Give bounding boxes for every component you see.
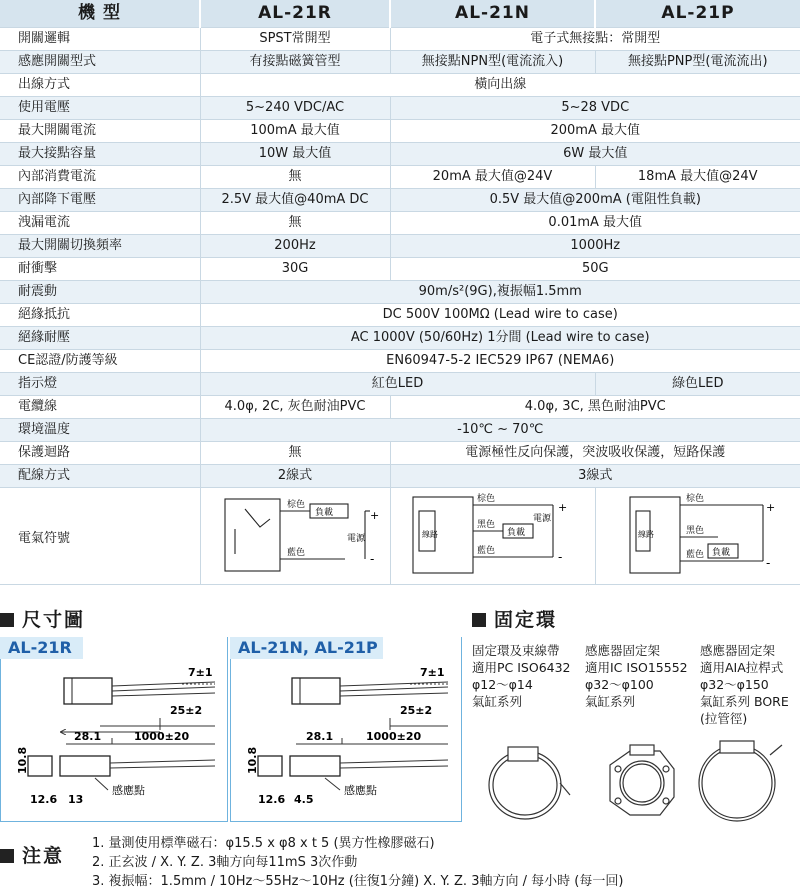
sensing-point-r: 感應點 xyxy=(112,784,145,797)
dim-7-r: 7±1 xyxy=(188,666,213,679)
load-label-r: 負載 xyxy=(315,508,334,518)
brown-wire-label-p: 棕色 xyxy=(685,494,704,504)
spec-label: 內部降下電壓 xyxy=(0,189,200,212)
sensing-point-np: 感應點 xyxy=(344,784,377,797)
spec-row xyxy=(0,327,800,350)
circuit-label-p: 線路 xyxy=(637,530,654,539)
spec-row xyxy=(0,166,800,189)
circuit-label-n: 線路 xyxy=(421,530,438,539)
sensor-body-r xyxy=(64,678,112,704)
spec-value-r: 有接點磁簧管型 xyxy=(200,51,390,74)
spec-body xyxy=(0,28,800,585)
sensor-box-r xyxy=(225,499,280,571)
power-label-n: 電源 xyxy=(532,514,551,524)
header-al-21n: AL-21N xyxy=(390,0,595,28)
dim-12-np: 12.6 xyxy=(258,793,286,806)
tab-al-21n-p: AL-21N, AL-21P xyxy=(230,637,383,659)
ring-title-text: 固定環 xyxy=(494,609,558,631)
spec-row xyxy=(0,143,800,166)
dim-25-np: 25±2 xyxy=(400,704,433,717)
ring-1-line-2: 適用PC ISO6432 xyxy=(472,660,571,675)
spec-row xyxy=(0,350,800,373)
plus-p: + xyxy=(765,501,775,514)
spec-row xyxy=(0,304,800,327)
spec-value-r: 無 xyxy=(200,166,390,189)
black-wire-label-p: 黑色 xyxy=(685,526,704,536)
ring-3-line-4: 氣缸系列 BORE xyxy=(700,694,789,709)
header-model: 機 型 xyxy=(0,0,200,28)
spec-label: 內部消費電流 xyxy=(0,166,200,189)
spec-value-all: 橫向出線 xyxy=(200,74,800,97)
notes-section-title xyxy=(0,841,64,868)
spec-row xyxy=(0,28,800,51)
spec-label: 耐震動 xyxy=(0,281,200,304)
note-item: 3. 複振幅：1.5mm / 10Hz～55Hz～10Hz (往復1分鐘) X. Y. Z. 3軸方向 / 每小時 (每一回) xyxy=(92,874,624,889)
dim-28-np: 28.1 xyxy=(306,730,334,743)
spec-row xyxy=(0,258,800,281)
spec-label: 指示燈 xyxy=(0,373,200,396)
black-wire-label-n: 黑色 xyxy=(476,520,495,530)
spec-label: 電纜線 xyxy=(0,396,200,419)
spec-value-n-p: 0.01mA 最大值 xyxy=(390,212,800,235)
spec-value-r: 2線式 xyxy=(200,465,390,488)
dim-13-r: 13 xyxy=(68,793,84,806)
notes-title-text: 注意 xyxy=(22,845,65,867)
spec-row xyxy=(0,189,800,212)
spec-value-r: 2.5V 最大值@40mA DC xyxy=(200,189,390,212)
drawing-al-21np xyxy=(246,666,448,806)
spec-value-n-p: 0.5V 最大值@200mA (電阻性負載) xyxy=(390,189,800,212)
header-al-21p: AL-21P xyxy=(595,0,800,28)
dim-25-r: 25±2 xyxy=(170,704,203,717)
blue-wire-label-p: 藍色 xyxy=(685,550,704,560)
dimension-drawings xyxy=(0,660,460,820)
minus-p: - xyxy=(765,556,771,570)
spec-value-r: 100mA 最大值 xyxy=(200,120,390,143)
spec-value-n-p: 6W 最大值 xyxy=(390,143,800,166)
ring-caption-1 xyxy=(472,642,571,710)
spec-value-n-p: 1000Hz xyxy=(390,235,800,258)
spec-row xyxy=(0,97,800,120)
spec-label: 感應開關型式 xyxy=(0,51,200,74)
spec-value-n: 無接點NPN型(電流流入) xyxy=(390,51,595,74)
spec-label: 絕緣抵抗 xyxy=(0,304,200,327)
spec-label: 電氣符號 xyxy=(0,488,200,585)
spec-label: 最大開關切換頻率 xyxy=(0,235,200,258)
spec-value-all: 90m/s²(9G),複振幅1.5mm xyxy=(200,281,800,304)
minus-n: - xyxy=(557,550,562,564)
spec-value-n-p: 5~28 VDC xyxy=(390,97,800,120)
blue-wire-label-r: 藍色 xyxy=(287,548,306,558)
blue-wire-label-n: 藍色 xyxy=(476,546,495,556)
dim-7-np: 7±1 xyxy=(420,666,445,679)
ring-2-line-4: 氣缸系列 xyxy=(585,694,636,709)
dim-12-r: 12.6 xyxy=(30,793,58,806)
mounting-ring-drawings xyxy=(470,735,800,830)
spec-value-all: AC 1000V (50/60Hz) 1分間 (Lead wire to case) xyxy=(200,327,800,350)
spec-row xyxy=(0,373,800,396)
notes-list xyxy=(92,834,623,891)
spec-value-n-p: 4.0φ, 3C, 黑色耐油PVC xyxy=(390,396,800,419)
spec-value-p: 無接點PNP型(電流流出) xyxy=(595,51,800,74)
spec-value-r: 無 xyxy=(200,442,390,465)
ring-section-title xyxy=(472,605,557,632)
spec-label: 最大開關電流 xyxy=(0,120,200,143)
spec-row xyxy=(0,396,800,419)
spec-label: 洩漏電流 xyxy=(0,212,200,235)
spec-label: 環境溫度 xyxy=(0,419,200,442)
plus-r: + xyxy=(370,509,380,522)
dimension-title-text: 尺寸圖 xyxy=(22,609,86,631)
sensor-side-r xyxy=(60,756,110,776)
drawing-al-21r xyxy=(16,666,215,806)
sensor-end-np xyxy=(258,756,282,776)
spec-value-n-p: 3線式 xyxy=(390,465,800,488)
spec-row xyxy=(0,120,800,143)
spec-value-n-p: 200mA 最大值 xyxy=(390,120,800,143)
circuit-al-21r xyxy=(205,489,385,579)
load-label-p: 負載 xyxy=(711,548,730,558)
tab-al-21r: AL-21R xyxy=(0,637,83,659)
ring-caption-2 xyxy=(585,642,688,710)
minus-r: - xyxy=(370,552,375,566)
spec-value-all: EN60947-5-2 IEC529 IP67 (NEMA6) xyxy=(200,350,800,373)
spec-header-row xyxy=(0,0,800,28)
spec-row xyxy=(0,442,800,465)
sensor-end-r xyxy=(28,756,52,776)
ring-1-line-3: φ12～φ14 xyxy=(472,677,533,692)
spec-value-r: 10W 最大值 xyxy=(200,143,390,166)
ring-2-line-1: 感應器固定架 xyxy=(585,643,661,658)
dim-28-r: 28.1 xyxy=(74,730,102,743)
spec-label: 出線方式 xyxy=(0,74,200,97)
sensor-body-np xyxy=(292,678,340,704)
dim-1000-np: 1000±20 xyxy=(366,730,422,743)
spec-row xyxy=(0,51,800,74)
symbol-al-21r xyxy=(200,488,390,585)
spec-value-r-n: 紅色LED xyxy=(200,373,595,396)
sensor-side-np xyxy=(290,756,340,776)
mounting-ring-2 xyxy=(610,745,674,815)
spec-row xyxy=(0,212,800,235)
note-item: 1. 量測使用標準磁石：φ15.5 x φ8 x t 5 (異方性橡膠磁石) xyxy=(92,836,435,851)
spec-label: 開關邏輯 xyxy=(0,28,200,51)
dim-1000-r: 1000±20 xyxy=(134,730,190,743)
spec-value-all: -10℃ ~ 70℃ xyxy=(200,419,800,442)
spec-value-r: 無 xyxy=(200,212,390,235)
circuit-al-21n xyxy=(403,489,583,579)
plus-n: + xyxy=(557,501,567,514)
spec-label: 配線方式 xyxy=(0,465,200,488)
spec-value-p: 18mA 最大值@24V xyxy=(595,166,800,189)
symbol-al-21p xyxy=(595,488,800,585)
spec-value-n-p: 電源極性反向保護，突波吸收保護，短路保護 xyxy=(390,442,800,465)
spec-value-r: SPST常開型 xyxy=(200,28,390,51)
spec-value-n-p: 50G xyxy=(390,258,800,281)
ring-3-line-2: 適用AIA拉桿式 xyxy=(700,660,784,675)
ring-2-line-3: φ32～φ100 xyxy=(585,677,654,692)
spec-row xyxy=(0,281,800,304)
load-label-n: 負載 xyxy=(506,528,525,538)
spec-row xyxy=(0,419,800,442)
mounting-ring-1 xyxy=(489,747,570,819)
brown-wire-label-r: 棕色 xyxy=(287,500,306,510)
spec-label: 使用電壓 xyxy=(0,97,200,120)
ring-3-line-3: φ32～φ150 xyxy=(700,677,769,692)
spec-value-p: 綠色LED xyxy=(595,373,800,396)
ring-1-line-4: 氣缸系列 xyxy=(472,694,523,709)
spec-label: 耐衝擊 xyxy=(0,258,200,281)
spec-row xyxy=(0,74,800,97)
spec-label: 最大接點容量 xyxy=(0,143,200,166)
dim-45-np: 4.5 xyxy=(294,793,314,806)
mounting-ring-3 xyxy=(699,741,782,821)
spec-row xyxy=(0,235,800,258)
spec-label: 保護迴路 xyxy=(0,442,200,465)
spec-value-r: 5~240 VDC/AC xyxy=(200,97,390,120)
spec-label: CE認證/防護等級 xyxy=(0,350,200,373)
dim-10-np: 10.8 xyxy=(246,746,259,774)
spec-value-n-p: 電子式無接點：常開型 xyxy=(390,28,800,51)
dimension-section-title xyxy=(0,605,85,632)
spec-row-symbol xyxy=(0,488,800,585)
spec-value-n: 20mA 最大值@24V xyxy=(390,166,595,189)
brown-wire-label-n: 棕色 xyxy=(476,494,495,504)
symbol-al-21n xyxy=(390,488,595,585)
power-label-r: 電源 xyxy=(347,534,366,544)
ring-3-line-5: (拉管徑) xyxy=(700,711,748,726)
spec-value-r: 30G xyxy=(200,258,390,281)
ring-1-line-1: 固定環及束線帶 xyxy=(472,643,560,658)
spec-value-all: DC 500V 100MΩ (Lead wire to case) xyxy=(200,304,800,327)
note-item: 2. 正玄波 / X. Y. Z. 3軸方向每11mS 3次作動 xyxy=(92,855,358,870)
spec-value-r: 4.0φ, 2C, 灰色耐油PVC xyxy=(200,396,390,419)
spec-row xyxy=(0,465,800,488)
spec-label: 絕緣耐壓 xyxy=(0,327,200,350)
dim-10-r: 10.8 xyxy=(16,746,29,774)
header-al-21r: AL-21R xyxy=(200,0,390,28)
circuit-al-21p xyxy=(608,489,788,579)
ring-caption-3 xyxy=(700,642,789,727)
ring-2-line-2: 適用IC ISO15552 xyxy=(585,660,688,675)
spec-value-r: 200Hz xyxy=(200,235,390,258)
ring-3-line-1: 感應器固定架 xyxy=(700,643,776,658)
